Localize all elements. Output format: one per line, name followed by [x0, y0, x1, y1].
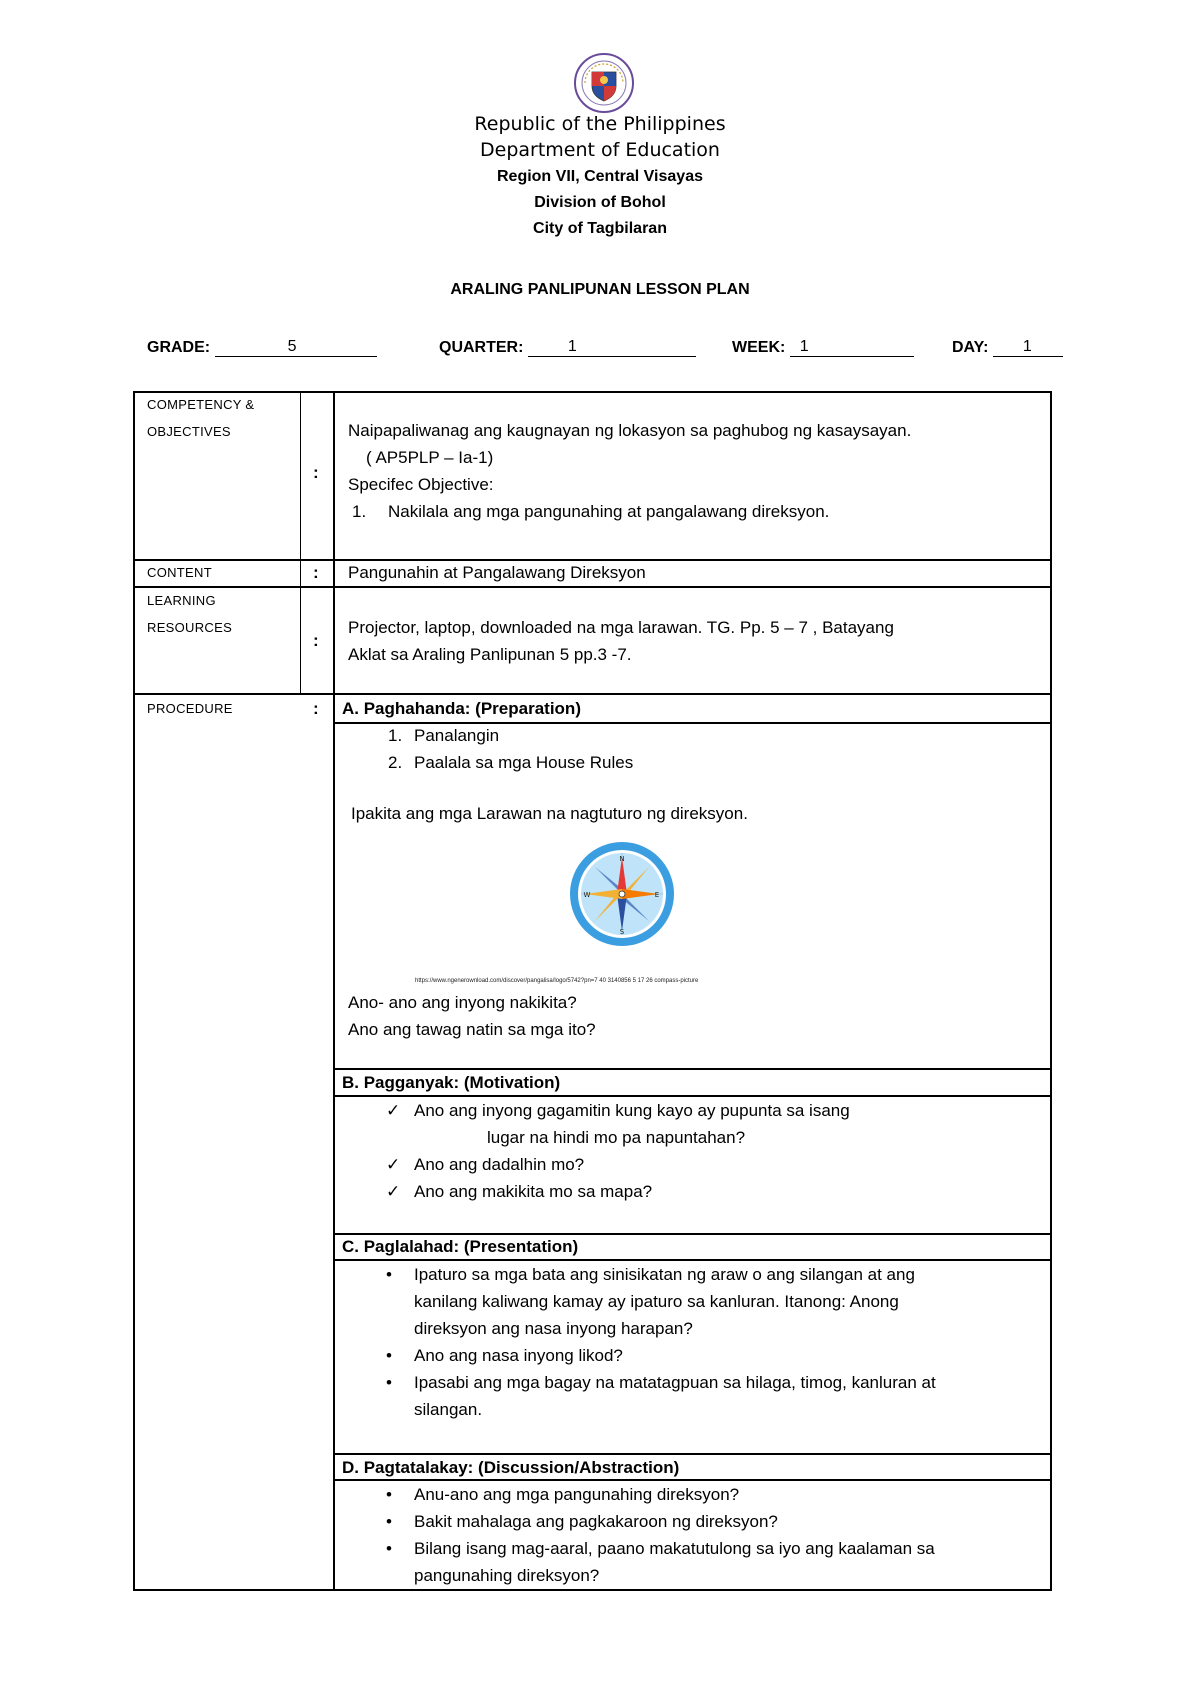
content-label: CONTENT [147, 565, 212, 580]
preparation-question: Ano- ano ang inyong nakikita? [348, 993, 577, 1012]
presentation-item-line: Ipaturo sa mga bata ang sinisikatan ng araw o ang silangan at ang [414, 1265, 915, 1284]
motivation-item-text: Ano ang dadalhin mo? [414, 1155, 585, 1174]
objective-number: 1. [352, 502, 367, 521]
grade-field [147, 338, 377, 357]
lesson-plan-table [133, 391, 1052, 1591]
discussion-item-line: Bilang isang mag-aaral, paano makatutulong sa iyo ang kaalaman sa [414, 1539, 935, 1558]
discussion-item-line: Bakit mahalaga ang pagkakaroon ng direksyon? [414, 1512, 778, 1531]
compass-e-label: E [654, 891, 660, 899]
bullet-icon: • [386, 1539, 392, 1558]
discussion-body [342, 1481, 1042, 1589]
table-border-right [1050, 391, 1052, 1591]
motivation-item [342, 1178, 1042, 1205]
discussion-heading: D. Pagtatalakay: (Discussion/Abstraction) [342, 1458, 680, 1477]
resources-label-line1: LEARNING [147, 593, 216, 608]
competency-label-line1: COMPETENCY & [147, 397, 255, 412]
objective-text: Nakilala ang mga pangunahing at pangalawang direksyon. [388, 502, 830, 521]
label-column-divider [300, 391, 301, 695]
table-border-left [133, 391, 135, 1591]
deped-seal-logo [573, 52, 635, 114]
preparation-item-number: 2. [388, 753, 403, 772]
republic-heading: Republic of the Philippines [474, 113, 726, 135]
preparation-item [342, 722, 1042, 749]
discussion-item [342, 1508, 1042, 1535]
compass-image [557, 839, 687, 949]
grade-label: GRADE: [147, 339, 211, 356]
discussion-item-line: Anu-ano ang mga pangunahing direksyon? [414, 1485, 740, 1504]
department-heading: Department of Education [480, 139, 720, 161]
presentation-item-line: silangan. [414, 1400, 483, 1419]
resources-colon: : [313, 631, 319, 650]
division-heading: Division of Bohol [534, 194, 666, 211]
presentation-item-line: direksyon ang nasa inyong harapan? [414, 1319, 693, 1338]
week-value: 1 [790, 338, 914, 357]
content-column-divider [333, 391, 335, 1591]
row-divider [133, 693, 1052, 695]
bullet-icon: • [386, 1485, 392, 1504]
motivation-item-text: Ano ang inyong gagamitin kung kayo ay pupunta sa isang [414, 1101, 850, 1120]
presentation-item-line: kanilang kaliwang kamay ay ipaturo sa kanluran. Itanong: Anong [414, 1292, 899, 1311]
motivation-heading: B. Pagganyak: (Motivation) [342, 1073, 561, 1092]
document-title: ARALING PANLIPUNAN LESSON PLAN [450, 281, 750, 298]
quarter-value: 1 [528, 338, 696, 357]
bullet-icon: • [386, 1373, 392, 1392]
presentation-body [342, 1261, 1042, 1423]
specific-objective-label: Specifec Objective: [348, 475, 494, 494]
procedure-colon: : [313, 699, 319, 718]
week-label: WEEK: [732, 339, 786, 356]
resources-label-line2: RESOURCES [147, 620, 233, 635]
preparation-item [342, 749, 1042, 776]
presentation-item [342, 1261, 1042, 1342]
quarter-field [439, 338, 696, 357]
compass-w-label: W [583, 891, 591, 899]
bullet-icon: • [386, 1265, 392, 1284]
content-text: Pangunahin at Pangalawang Direksyon [348, 563, 646, 582]
preparation-item-text: Panalangin [414, 726, 500, 745]
table-border-top [133, 391, 1052, 393]
grade-value: 5 [215, 338, 377, 357]
preparation-item-text: Paalala sa mga House Rules [414, 753, 634, 772]
presentation-item-line: Ano ang nasa inyong likod? [414, 1346, 623, 1365]
motivation-item [342, 1097, 1042, 1124]
bullet-icon: • [386, 1346, 392, 1365]
image-source-url: https://www.ngenerownload.com/discover/pangalisa/logo/5742?pn=7 40 3140856 5 17 26 compass-picture [415, 978, 699, 984]
presentation-item [342, 1342, 1042, 1369]
preparation-heading: A. Paghahanda: (Preparation) [342, 699, 581, 718]
motivation-body [342, 1097, 1042, 1205]
competency-label [147, 391, 254, 445]
competency-text: Naipapaliwanag ang kaugnayan ng lokasyon sa paghubog ng kasaysayan. [348, 421, 912, 440]
day-label: DAY: [952, 339, 989, 356]
day-value: 1 [993, 338, 1063, 357]
quarter-label: QUARTER: [439, 339, 524, 356]
table-border-bottom [133, 1589, 1052, 1591]
check-icon: ✓ [386, 1182, 401, 1201]
presentation-heading: C. Paglalahad: (Presentation) [342, 1237, 579, 1256]
presentation-item [342, 1369, 1042, 1423]
bullet-icon: • [386, 1512, 392, 1531]
presentation-item-line: Ipasabi ang mga bagay na matatagpuan sa hilaga, timog, kanluran at [414, 1373, 936, 1392]
preparation-question: Ano ang tawag natin sa mga ito? [348, 1020, 596, 1039]
preparation-item-number: 1. [388, 726, 403, 745]
resources-line1: Projector, laptop, downloaded na mga larawan. TG. Pp. 5 – 7 , Batayang [348, 618, 894, 637]
day-field [952, 338, 1063, 357]
competency-content [348, 417, 1038, 525]
row-divider [133, 586, 1052, 588]
region-heading: Region VII, Central Visayas [496, 168, 703, 185]
discussion-item-line: pangunahing direksyon? [414, 1566, 600, 1585]
check-icon: ✓ [386, 1101, 401, 1120]
objective-item [348, 498, 1038, 525]
procedure-label: PROCEDURE [147, 701, 233, 716]
week-field [732, 338, 914, 357]
check-icon: ✓ [386, 1155, 401, 1174]
competency-code: ( AP5PLP – Ia-1) [366, 448, 494, 467]
competency-label-line2: OBJECTIVES [147, 424, 231, 439]
compass-s-label: S [619, 928, 625, 936]
content-colon: : [313, 563, 319, 582]
motivation-item-text: Ano ang makikita mo sa mapa? [414, 1182, 653, 1201]
discussion-item [342, 1535, 1042, 1589]
motivation-item [342, 1151, 1042, 1178]
compass-n-label: N [619, 855, 625, 863]
resources-text [348, 614, 894, 668]
motivation-item-continuation: lugar na hindi mo pa napuntahan? [487, 1128, 746, 1147]
preparation-body [342, 722, 1042, 827]
preparation-instruction: Ipakita ang mga Larawan na nagtuturo ng direksyon. [351, 804, 748, 823]
preparation-questions [348, 989, 596, 1043]
resources-label [147, 587, 232, 641]
discussion-item [342, 1481, 1042, 1508]
competency-colon: : [313, 463, 319, 482]
resources-line2: Aklat sa Araling Panlipunan 5 pp.3 -7. [348, 645, 632, 664]
city-heading: City of Tagbilaran [533, 220, 667, 237]
